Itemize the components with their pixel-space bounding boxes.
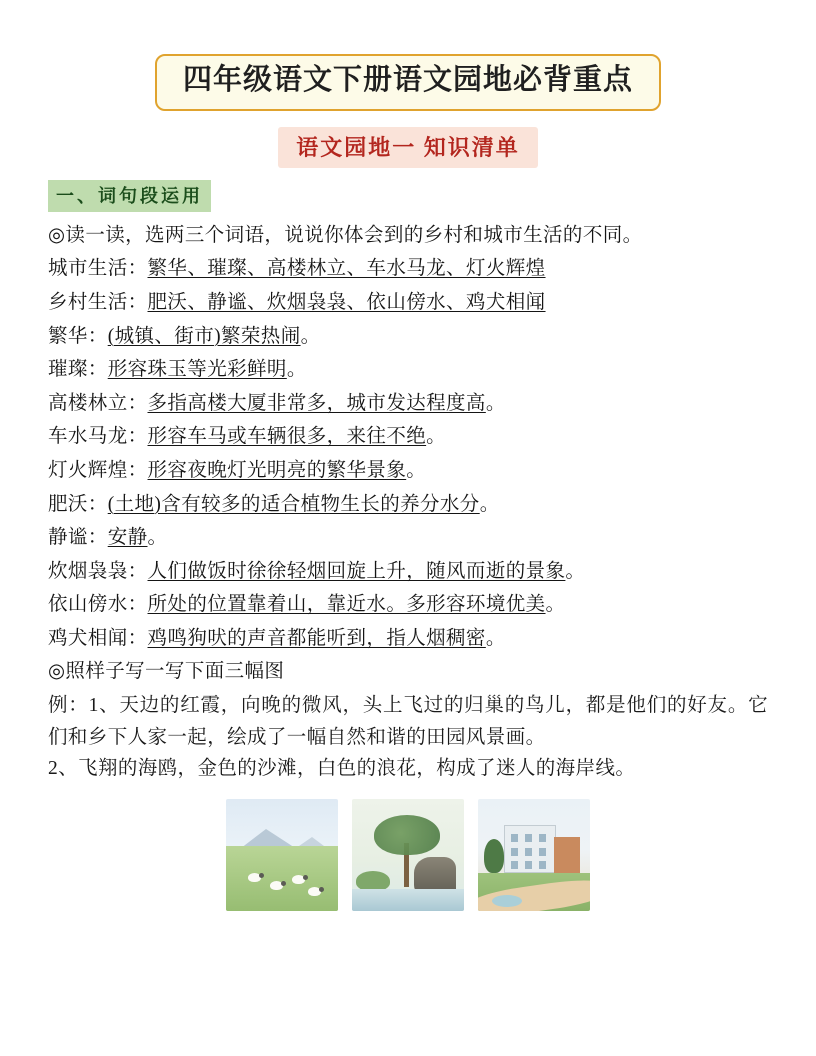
building-shape: [504, 825, 556, 873]
term-jingmi-row: [48, 522, 768, 554]
term-cheshuimalong-row: [48, 421, 768, 453]
term-jiquanxiangwen-row: [48, 623, 768, 655]
term-denghuohuihuang-label: 灯火辉煌：: [48, 459, 148, 481]
window-shape: [525, 861, 532, 869]
picture-tree-rock-water: [352, 799, 464, 911]
meadow-shape: [226, 846, 338, 911]
example-2: 2、飞翔的海鸥，金色的沙滩，白色的浪花，构成了迷人的海岸线。: [48, 758, 636, 780]
term-cheshuimalong-tail: 。: [426, 426, 447, 448]
term-cancan-label: 璀璨：: [48, 359, 108, 381]
term-yishanbangshui-tail: 。: [545, 594, 566, 616]
window-shape: [539, 861, 546, 869]
picture-school-road: [478, 799, 590, 911]
city-life-words: 繁华、璀璨、高楼林立、车水马龙、灯火辉煌: [147, 258, 546, 280]
instruction-read: ◎读一读，选两三个词语，说说你体会到的乡村和城市生活的不同。: [48, 224, 643, 246]
term-cancan-definition: 形容珠玉等光彩鲜明: [107, 359, 287, 381]
term-feiwo-row: [48, 489, 768, 521]
window-shape: [539, 848, 546, 856]
title-container: [48, 54, 768, 111]
term-chuiyanniaoniao-tail: 。: [565, 560, 586, 582]
term-yishanbangshui-label: 依山傍水：: [48, 594, 148, 616]
term-cancan-row: [48, 354, 768, 386]
term-feiwo-definition: (土地)含有较多的适合植物生长的养分水分: [107, 493, 480, 515]
window-shape: [511, 834, 518, 842]
term-chuiyanniaoniao-row: [48, 556, 768, 588]
bush-shape: [356, 871, 390, 891]
term-jingmi-tail: 。: [147, 527, 168, 549]
term-feiwo-tail: 。: [479, 493, 500, 515]
sheep-shape: [308, 887, 321, 896]
term-yishanbangshui-definition: 所处的位置靠着山，靠近水。多形容环境优美: [147, 594, 546, 616]
window-shape: [511, 861, 518, 869]
window-shape: [539, 834, 546, 842]
heading-1: 一、词句段运用: [48, 180, 211, 212]
window-shape: [511, 848, 518, 856]
title-box: [155, 54, 661, 111]
country-life-words: 肥沃、静谧、炊烟袅袅、依山傍水、鸡犬相闻: [147, 292, 546, 314]
term-cheshuimalong-label: 车水马龙：: [48, 426, 148, 448]
term-jiquanxiangwen-definition: 鸡鸣狗吠的声音都能听到，指人烟稠密: [147, 627, 486, 649]
term-fanhua-tail: 。: [300, 325, 321, 347]
term-denghuohuihuang-definition: 形容夜晚灯光明亮的繁华景象: [147, 459, 407, 481]
term-denghuohuihuang-row: [48, 455, 768, 487]
term-cheshuimalong-definition: 形容车马或车辆很多，来往不绝: [147, 426, 427, 448]
term-gaoloulinli-label: 高楼林立：: [48, 392, 148, 414]
building-shape-secondary: [554, 837, 580, 873]
city-life-row: [48, 253, 768, 285]
term-gaoloulinli-tail: 。: [485, 392, 506, 414]
term-jingmi-label: 静谧：: [48, 527, 108, 549]
term-jiquanxiangwen-label: 鸡犬相闻：: [48, 627, 148, 649]
illustration-row: [48, 799, 768, 911]
heading-1-container: [48, 180, 768, 212]
term-feiwo-label: 肥沃：: [48, 493, 108, 515]
content-lines: [48, 220, 768, 785]
country-life-label: 乡村生活：: [48, 292, 148, 314]
instruction-write: ◎照样子写一写下面三幅图: [48, 661, 285, 683]
section-banner: 语文园地一 知识清单: [278, 127, 538, 168]
section-banner-container: [48, 127, 768, 168]
sheep-shape: [292, 875, 305, 884]
city-life-label: 城市生活：: [48, 258, 148, 280]
tree-canopy-shape: [374, 815, 440, 855]
picture-meadow-sheep: [226, 799, 338, 911]
window-shape: [525, 848, 532, 856]
sheep-shape: [248, 873, 261, 882]
page-title: 四年级语文下册语文园地必背重点: [182, 64, 633, 96]
term-chuiyanniaoniao-definition: 人们做饭时徐徐轻烟回旋上升，随风而逝的景象: [147, 560, 566, 582]
window-shape: [525, 834, 532, 842]
term-gaoloulinli-definition: 多指高楼大厦非常多，城市发达程度高: [147, 392, 486, 414]
term-gaoloulinli-row: [48, 388, 768, 420]
country-life-row: [48, 287, 768, 319]
term-jingmi-definition: 安静: [107, 527, 148, 549]
water-shape: [352, 889, 464, 911]
term-cancan-tail: 。: [286, 359, 307, 381]
sheep-shape: [270, 881, 283, 890]
example-1: 例：1、天边的红霞，向晚的微风，头上飞过的归巢的鸟儿，都是他们的好友。它们和乡下人家一起，绘成了一幅自然和谐的田园风景画。: [48, 694, 768, 748]
tree-shape: [484, 839, 504, 873]
term-fanhua-row: [48, 321, 768, 353]
term-yishanbangshui-row: [48, 589, 768, 621]
term-denghuohuihuang-tail: 。: [406, 459, 427, 481]
pond-shape: [492, 895, 522, 907]
term-jiquanxiangwen-tail: 。: [485, 627, 506, 649]
term-chuiyanniaoniao-label: 炊烟袅袅：: [48, 560, 148, 582]
term-fanhua-definition: (城镇、街市)繁荣热闹: [107, 325, 301, 347]
term-fanhua-label: 繁华：: [48, 325, 108, 347]
